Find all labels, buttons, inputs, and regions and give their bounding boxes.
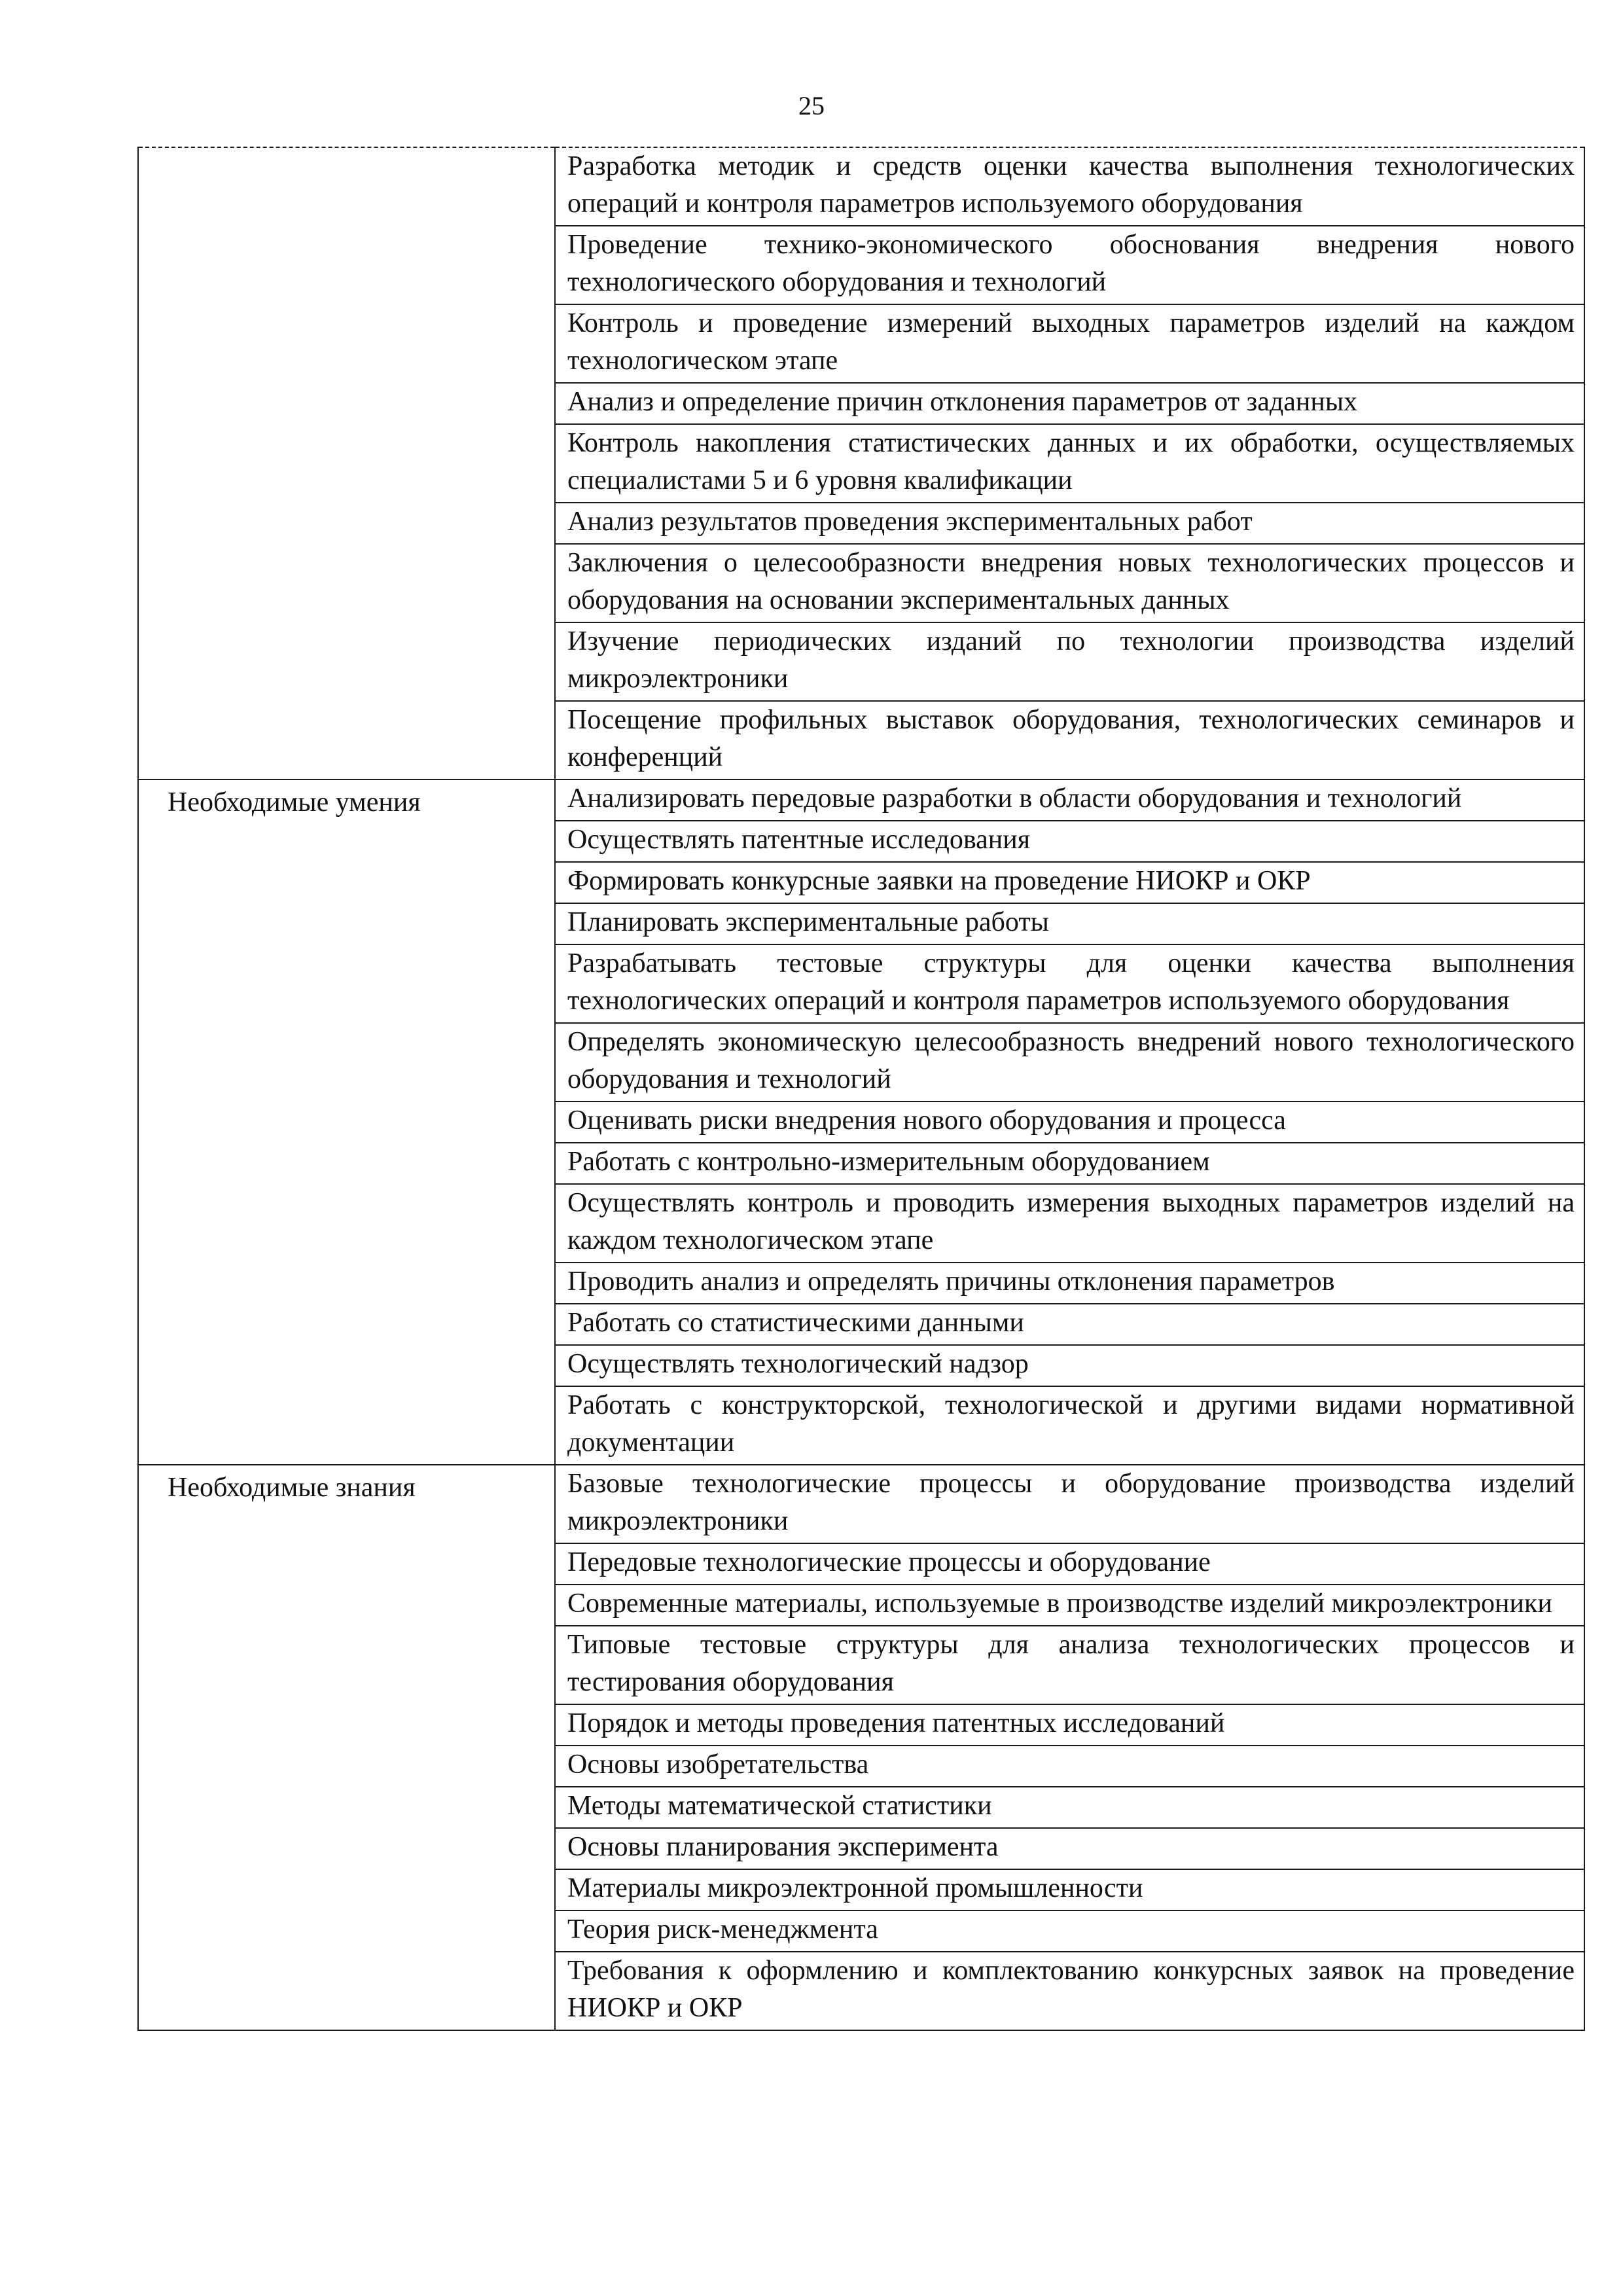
section-item: Проведение технико-экономического обоснования внедрения нового технологического оборудования и технологий <box>555 226 1584 304</box>
section-item: Порядок и методы проведения патентных исследований <box>555 1704 1584 1746</box>
section-item: Осуществлять технологический надзор <box>555 1345 1584 1386</box>
section-item: Формировать конкурсные заявки на проведение НИОКР и ОКР <box>555 862 1584 903</box>
section-item: Оценивать риски внедрения нового оборудования и процесса <box>555 1102 1584 1143</box>
section-item: Заключения о целесообразности внедрения новых технологических процессов и оборудования на основании экспериментальных данных <box>555 544 1584 622</box>
table-row <box>138 147 1584 226</box>
section-item: Изучение периодических изданий по технологии производства изделий микроэлектроники <box>555 622 1584 701</box>
section-item: Современные материалы, используемые в производстве изделий микроэлектроники <box>555 1585 1584 1626</box>
section-label <box>138 147 555 780</box>
section-item: Разработка методик и средств оценки качества выполнения технологических операций и контроля параметров используемого оборудования <box>555 147 1584 226</box>
table-row <box>138 780 1584 821</box>
section-item: Материалы микроэлектронной промышленности <box>555 1869 1584 1910</box>
section-item: Базовые технологические процессы и оборудование производства изделий микроэлектроники <box>555 1465 1584 1543</box>
table-row <box>138 1465 1584 1543</box>
section-item: Контроль и проведение измерений выходных параметров изделий на каждом технологическом этапе <box>555 304 1584 383</box>
section-item: Теория риск-менеджмента <box>555 1910 1584 1952</box>
page-number: 25 <box>798 91 825 120</box>
table-body <box>138 147 1584 2030</box>
section-item: Работать со статистическими данными <box>555 1304 1584 1345</box>
qualification-table <box>137 147 1585 2031</box>
section-item: Планировать экспериментальные работы <box>555 903 1584 944</box>
section-item: Методы математической статистики <box>555 1787 1584 1828</box>
section-item: Разрабатывать тестовые структуры для оценки качества выполнения технологических операций и контроля параметров используемого оборудования <box>555 944 1584 1023</box>
section-item: Проводить анализ и определять причины отклонения параметров <box>555 1263 1584 1304</box>
section-item: Осуществлять контроль и проводить измерения выходных параметров изделий на каждом технологическом этапе <box>555 1184 1584 1263</box>
section-item: Анализ и определение причин отклонения параметров от заданных <box>555 383 1584 424</box>
section-item: Осуществлять патентные исследования <box>555 821 1584 862</box>
section-item: Передовые технологические процессы и оборудование <box>555 1543 1584 1585</box>
section-item: Типовые тестовые структуры для анализа технологических процессов и тестирования оборудования <box>555 1626 1584 1704</box>
section-item: Определять экономическую целесообразность внедрений нового технологического оборудования и технологий <box>555 1023 1584 1102</box>
section-item: Основы планирования эксперимента <box>555 1828 1584 1869</box>
section-item: Работать с контрольно-измерительным оборудованием <box>555 1143 1584 1184</box>
section-item: Анализ результатов проведения экспериментальных работ <box>555 503 1584 544</box>
section-item: Требования к оформлению и комплектованию конкурсных заявок на проведение НИОКР и ОКР <box>555 1952 1584 2030</box>
section-item: Основы изобретательства <box>555 1746 1584 1787</box>
section-label: Необходимые знания <box>138 1465 555 2030</box>
section-item: Посещение профильных выставок оборудования, технологических семинаров и конференций <box>555 701 1584 780</box>
section-item: Анализировать передовые разработки в области оборудования и технологий <box>555 780 1584 821</box>
section-label: Необходимые умения <box>138 780 555 1465</box>
section-item: Работать с конструкторской, технологической и другими видами нормативной документации <box>555 1386 1584 1465</box>
section-item: Контроль накопления статистических данных и их обработки, осуществляемых специалистами 5 и 6 уровня квалификации <box>555 424 1584 503</box>
